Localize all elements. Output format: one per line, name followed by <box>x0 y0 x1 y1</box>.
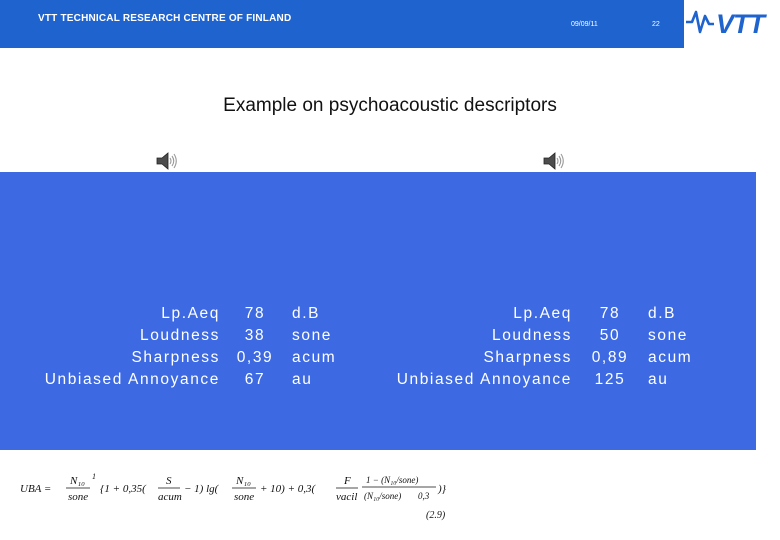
formula-term1: {1 + 0,35( <box>100 483 146 495</box>
metric-value: 50 <box>599 327 621 344</box>
metric-label: Sharpness <box>131 349 220 366</box>
slide-date: 09/09/11 <box>571 21 598 28</box>
metric-unit: d.B <box>648 305 677 322</box>
logo-text: VTT <box>716 9 764 39</box>
metric-unit: acum <box>292 349 337 366</box>
formula-acum: acum <box>158 491 182 503</box>
metric-label: Lp.Aeq <box>513 305 572 322</box>
metric-label: Unbiased Annoyance <box>44 371 220 388</box>
formula-term2: − 1) lg( <box>184 483 219 495</box>
organization-name: VTT TECHNICAL RESEARCH CENTRE OF FINLAND <box>38 13 292 24</box>
left-metric-units <box>292 303 354 391</box>
left-metric-values <box>226 303 284 391</box>
page-number: 22 <box>652 21 660 28</box>
uba-formula <box>20 466 460 522</box>
formula-lhs: UBA = <box>20 483 52 495</box>
right-metric-units <box>648 303 710 391</box>
metric-unit: sone <box>292 327 333 344</box>
metric-label: Unbiased Annoyance <box>396 371 572 388</box>
right-metric-labels <box>366 303 572 391</box>
slide-title: Example on psychoacoustic descriptors <box>223 95 557 116</box>
formula-tail: )} <box>438 483 447 495</box>
formula-n10: N₁₀ <box>70 475 85 487</box>
metric-unit: sone <box>648 327 689 344</box>
metric-unit: au <box>292 371 313 388</box>
speaker-icon[interactable] <box>542 151 566 171</box>
formula-denominator: (N₁₀/sone) <box>364 491 402 501</box>
speaker-icon[interactable] <box>155 151 179 171</box>
metric-value: 67 <box>244 371 266 388</box>
formula-sone: sone <box>68 491 89 503</box>
metric-label: Loudness <box>139 327 220 344</box>
metric-value: 125 <box>594 371 626 388</box>
metric-value: 0,89 <box>591 349 629 366</box>
formula-exponent: 1 <box>92 472 96 481</box>
metric-value: 78 <box>244 305 266 322</box>
metric-value: 38 <box>244 327 266 344</box>
header-bar <box>0 0 780 48</box>
formula-term4: 0,3 <box>418 491 430 501</box>
metric-label: Loudness <box>491 327 572 344</box>
formula-p: F <box>344 475 351 487</box>
metric-unit: au <box>648 371 669 388</box>
metric-value: 78 <box>599 305 621 322</box>
right-metric-values <box>582 303 638 391</box>
metric-unit: d.B <box>292 305 321 322</box>
metric-label: Lp.Aeq <box>161 305 220 322</box>
formula-sone-2: sone <box>234 491 255 503</box>
metric-unit: acum <box>648 349 693 366</box>
vtt-logo <box>684 0 780 48</box>
left-metric-labels <box>14 303 220 391</box>
formula-term3: + 10) + 0,3( <box>260 483 316 495</box>
formula-s: S <box>166 475 172 487</box>
wave-icon <box>684 0 718 48</box>
metric-label: Sharpness <box>483 349 572 366</box>
formula-n10-2: N₁₀ <box>236 475 251 487</box>
metric-value: 0,39 <box>236 349 274 366</box>
formula-vacil: vacil <box>336 491 358 503</box>
formula-suffix: (2.9) <box>426 510 446 521</box>
formula-numerator: 1 − (N₁₀/sone) <box>366 475 419 485</box>
